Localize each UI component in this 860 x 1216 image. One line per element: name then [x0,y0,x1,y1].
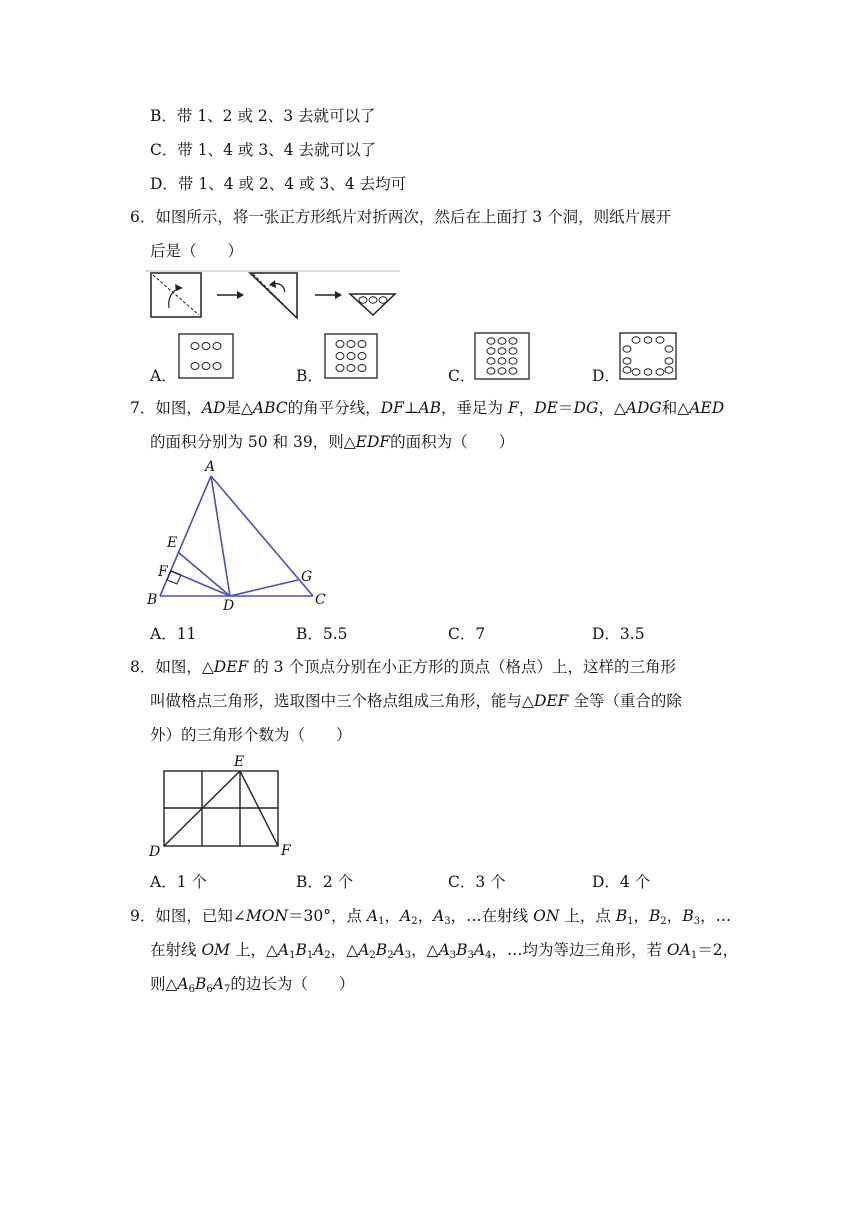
q7-option-c: C．7 [448,625,486,643]
q7-label-g: G [301,569,313,585]
q7-label-f: F [158,564,168,580]
q6-folding-figure [145,268,405,328]
q9-stem-line3: 则$\triangle A_6B_6A_7$的边长为（ ） [150,975,355,995]
q6-stem-line1: 6．如图所示，将一张正方形纸片对折两次，然后在上面打 3 个洞，则纸片展开 [130,208,672,226]
q7-label-d: D [223,598,235,614]
q7-option-d: D．3.5 [592,625,645,643]
q7-triangle-figure [145,458,335,618]
q8-label-f: F [281,843,291,859]
q6-option-c-label: C． [448,367,476,385]
q6-option-d-label: D． [592,367,620,385]
q6-option-a-figure [178,333,234,379]
q8-option-b: B．2 个 [296,873,354,891]
q7-label-b: B [147,592,158,608]
q7-stem-line2: 的面积分别为 50 和 39，则△EDF的面积为（ ） [150,433,515,451]
q8-option-c: C．3 个 [448,873,506,891]
q6-option-b-figure [324,333,378,379]
q7-label-a: A [205,459,216,475]
q8-stem-line1: 8．如图，△DEF 的 3 个顶点分别在小正方形的顶点（格点）上，这样的三角形 [130,658,676,676]
q9-stem-line1: 9．如图，已知∠MON＝30°，点 $A_1$，$A_2$，$A_3$，…在射线 ON 上，点 $B_1$，$B_2$，$B_3$，… [130,907,732,927]
q8-stem-line2: 叫做格点三角形，选取图中三个格点组成三角形，能与△DEF 全等（重合的除 [150,692,682,710]
q7-label-c: C [315,592,326,608]
q7-label-e: E [167,535,178,551]
q8-option-a: A．1 个 [150,873,207,891]
q8-option-d: D．4 个 [592,873,651,891]
q6-option-b-label: B． [296,367,323,385]
q6-option-c-figure [474,332,530,380]
q9-stem-line2: 在射线 OM 上，$\triangle A_1B_1A_2$，$\triangle A_2B_2A_3$，$\triangle A_3B_3A_4$，…均为等边三角形，若 $OA_1=2$， [150,941,739,961]
q8-stem-line3: 外）的三角形个数为（ ） [150,726,352,744]
q6-option-a-label: A． [150,367,177,385]
q8-grid-figure [145,752,305,860]
q5-option-b: B．带 1、2 或 2、3 去就可以了 [150,107,376,125]
q6-stem-line2: 后是（ ） [150,242,244,260]
q6-option-d-figure [619,332,677,380]
q8-label-e: E [234,754,245,770]
q5-option-d: D．带 1、4 或 2、4 或 3、4 去均可 [150,175,407,193]
q8-label-d: D [149,844,161,860]
q7-option-b: B．5.5 [296,625,348,643]
q7-stem-line1: 7．如图，AD是△ABC的角平分线，DF⊥AB，垂足为 F，DE＝DG，△ADG和△AED [130,399,725,417]
q5-option-c: C．带 1、4 或 3、4 去就可以了 [150,141,377,159]
q7-option-a: A．11 [150,625,197,643]
